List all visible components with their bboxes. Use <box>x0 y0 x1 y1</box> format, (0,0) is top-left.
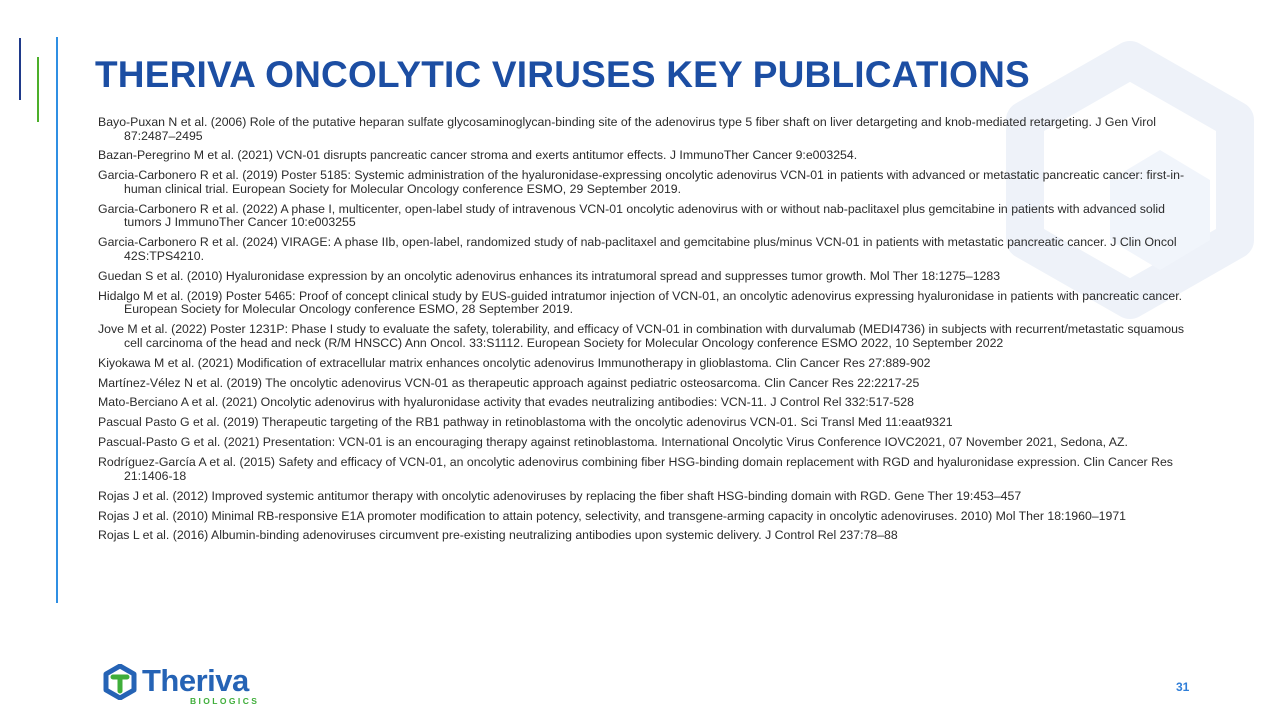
reference-item: Rojas J et al. (2010) Minimal RB-responsive E1A promoter modification to attain potency, selectivity, and transgene-arming capacity in oncolytic adenoviruses. 2010) Mol Ther 18:1960–1971 <box>98 508 1127 523</box>
accent-bar-green <box>37 57 39 122</box>
reference-item: Rodríguez-García A et al. (2015) Safety and efficacy of VCN-01, an oncolytic adenovirus combining fiber HSG-binding domain replacement with RGD and hyaluronidase expression. Clin Cancer Res 21:1406-18 <box>98 455 1173 483</box>
reference-item: Garcia-Carbonero R et al. (2024) VIRAGE: A phase IIb, open-label, randomized study of nab-paclitaxel and gemcitabine plus/minus VCN-01 in patients with metastatic pancreatic cancer. J Clin Oncol 42S:TPS4210. <box>98 235 1177 263</box>
theriva-logo <box>102 662 262 708</box>
reference-item: Guedan S et al. (2010) Hyaluronidase expression by an oncolytic adenovirus enhances its intratumoral spread and suppresses tumor growth. Mol Ther 18:1275–1283 <box>98 268 1001 283</box>
accent-bar-navy <box>19 38 21 100</box>
reference-item: Bazan-Peregrino M et al. (2021) VCN-01 disrupts pancreatic cancer stroma and exerts antitumor effects. J ImmunoTher Cancer 9:e003254. <box>98 148 858 163</box>
reference-item: Jove M et al. (2022) Poster 1231P: Phase I study to evaluate the safety, tolerability, and efficacy of VCN-01 in combination with durvalumab (MEDI4736) in subjects with recurrent/metastatic squamous cell carcinoma of the head and neck (R/M HNSCC) Ann Oncol. 33:S1112. European Society for Molecular Oncology conference ESMO 2022, 10 September 2022 <box>98 322 1185 350</box>
page-number: 31 <box>1176 680 1190 694</box>
reference-item: Martínez-Vélez N et al. (2019) The oncolytic adenovirus VCN-01 as therapeutic approach against pediatric osteosarcoma. Clin Cancer Res 22:2217-25 <box>98 375 920 390</box>
reference-item: Rojas J et al. (2012) Improved systemic antitumor therapy with oncolytic adenoviruses by replacing the fiber shaft HSG-binding domain with RGD. Gene Ther 19:453–457 <box>98 488 1022 503</box>
theriva-hexagon-logo-icon <box>102 664 138 700</box>
accent-bar-blue <box>56 37 58 603</box>
reference-list <box>98 116 1198 549</box>
reference-item: Hidalgo M et al. (2019) Poster 5465: Proof of concept clinical study by EUS-guided intratumor injection of VCN-01, an oncolytic adenovirus expressing hyaluronidase in patients with pancreatic cancer. European Society for Molecular Oncology conference ESMO, 28 September 2019. <box>98 288 1183 317</box>
reference-item: Bayo-Puxan N et al. (2006) Role of the putative heparan sulfate glycosaminoglycan-binding site of the adenovirus type 5 fiber shaft on liver detargeting and knob-mediated retargeting. J Gen Virol 87:2487–2495 <box>98 115 1156 143</box>
reference-item: Garcia-Carbonero R et al. (2019) Poster 5185: Systemic administration of the hyaluronidase-expressing oncolytic adenovirus VCN-01 in patients with advanced or metastatic pancreatic cancer: first-in-human clinical trial. European Society for Molecular Oncology conference ESMO, 29 September 2019. <box>98 168 1185 196</box>
reference-item: Kiyokawa M et al. (2021) Modification of extracellular matrix enhances oncolytic adenovirus Immunotherapy in glioblastoma. Clin Cancer Res 27:889-902 <box>98 355 931 370</box>
reference-item: Mato-Berciano A et al. (2021) Oncolytic adenovirus with hyaluronidase activity that evades neutralizing antibodies: VCN-11. J Control Rel 332:517-528 <box>98 395 914 410</box>
logo-subtitle: BIOLOGICS <box>190 696 260 706</box>
slide-title: THERIVA ONCOLYTIC VIRUSES KEY PUBLICATIONS <box>95 54 1030 95</box>
reference-item: Pascual-Pasto G et al. (2021) Presentation: VCN-01 is an encouraging therapy against retinoblastoma. International Oncolytic Virus Conference IOVC2021, 07 November 2021, Sedona, AZ. <box>98 435 1128 450</box>
reference-item: Garcia-Carbonero R et al. (2022) A phase I, multicenter, open-label study of intravenous VCN-01 oncolytic adenovirus with or without nab-paclitaxel plus gemcitabine in patients with advanced solid tumors J ImmunoTher Cancer 10:e003255 <box>98 201 1165 230</box>
reference-item: Rojas L et al. (2016) Albumin-binding adenoviruses circumvent pre-existing neutralizing antibodies upon systemic delivery. J Control Rel 237:78–88 <box>98 528 898 543</box>
reference-item: Pascual Pasto G et al. (2019) Therapeutic targeting of the RB1 pathway in retinoblastoma with the oncolytic adenovirus VCN-01. Sci Transl Med 11:eaat9321 <box>98 415 953 430</box>
logo-wordmark: Theriva <box>142 663 249 698</box>
